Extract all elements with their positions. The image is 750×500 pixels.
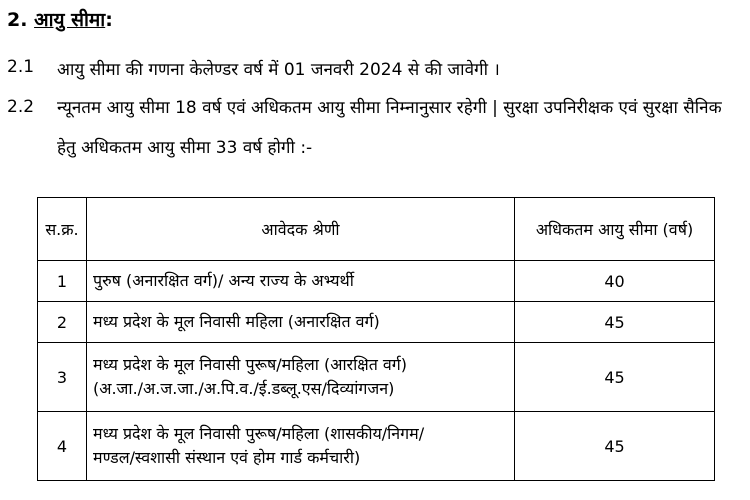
category-line: मध्य प्रदेश के मूल निवासी महिला (अनारक्षित वर्ग) [93, 312, 380, 331]
section-number: 2. [7, 9, 28, 31]
category-line: (अ.जा./अ.ज.जा./अ.पि.व./ई.डब्लू.एस/दिव्यांगजन) [93, 379, 395, 398]
serial-number-cell: 4 [38, 412, 87, 481]
category-line: मध्य प्रदेश के मूल निवासी पुरूष/महिला (आरक्षित वर्ग) [93, 355, 408, 374]
clause-number: 2.2 [7, 97, 35, 117]
table-row [38, 261, 715, 302]
serial-number-cell: 2 [38, 302, 87, 343]
table-header-row [38, 198, 715, 261]
section-heading [7, 6, 113, 32]
section-colon: : [105, 9, 113, 31]
header-applicant-category: आवेदक श्रेणी [87, 198, 515, 261]
clause-text: आयु सीमा की गणना केलेण्डर वर्ष में 01 जनवरी 2024 से की जावेगी । [57, 60, 500, 80]
clause-text: न्यूनतम आयु सीमा 18 वर्ष एवं अधिकतम आयु सीमा निम्नानुसार रहेगी | सुरक्षा उपनिरीक्षक एवं सुरक्षा सैनिक हेतु अधिकतम आयु सीमा 33 वर्ष होगी :- [57, 98, 722, 158]
category-line: पुरुष (अनारक्षित वर्ग)/ अन्य राज्य के अभ्यर्थी [93, 271, 354, 290]
serial-number-cell: 3 [38, 343, 87, 412]
section-title: आयु सीमा [34, 9, 106, 31]
max-age-cell: 45 [515, 412, 715, 481]
category-line: मध्य प्रदेश के मूल निवासी पुरूष/महिला (शासकीय/निगम/ [93, 424, 425, 443]
table-row [38, 343, 715, 412]
max-age-cell: 45 [515, 302, 715, 343]
category-line: मण्डल/स्वशासी संस्थान एवं होम गार्ड कर्मचारी) [93, 448, 361, 467]
table-row [38, 302, 715, 343]
category-cell [87, 412, 515, 481]
header-serial-number: स.क्र. [38, 198, 87, 261]
max-age-cell: 40 [515, 261, 715, 302]
category-cell [87, 302, 515, 343]
table-row [38, 412, 715, 481]
age-limit-table [37, 197, 715, 481]
clause-number: 2.1 [7, 57, 35, 77]
category-cell [87, 261, 515, 302]
category-cell [87, 343, 515, 412]
header-max-age: अधिकतम आयु सीमा (वर्ष) [515, 198, 715, 261]
serial-number-cell: 1 [38, 261, 87, 302]
max-age-cell: 45 [515, 343, 715, 412]
